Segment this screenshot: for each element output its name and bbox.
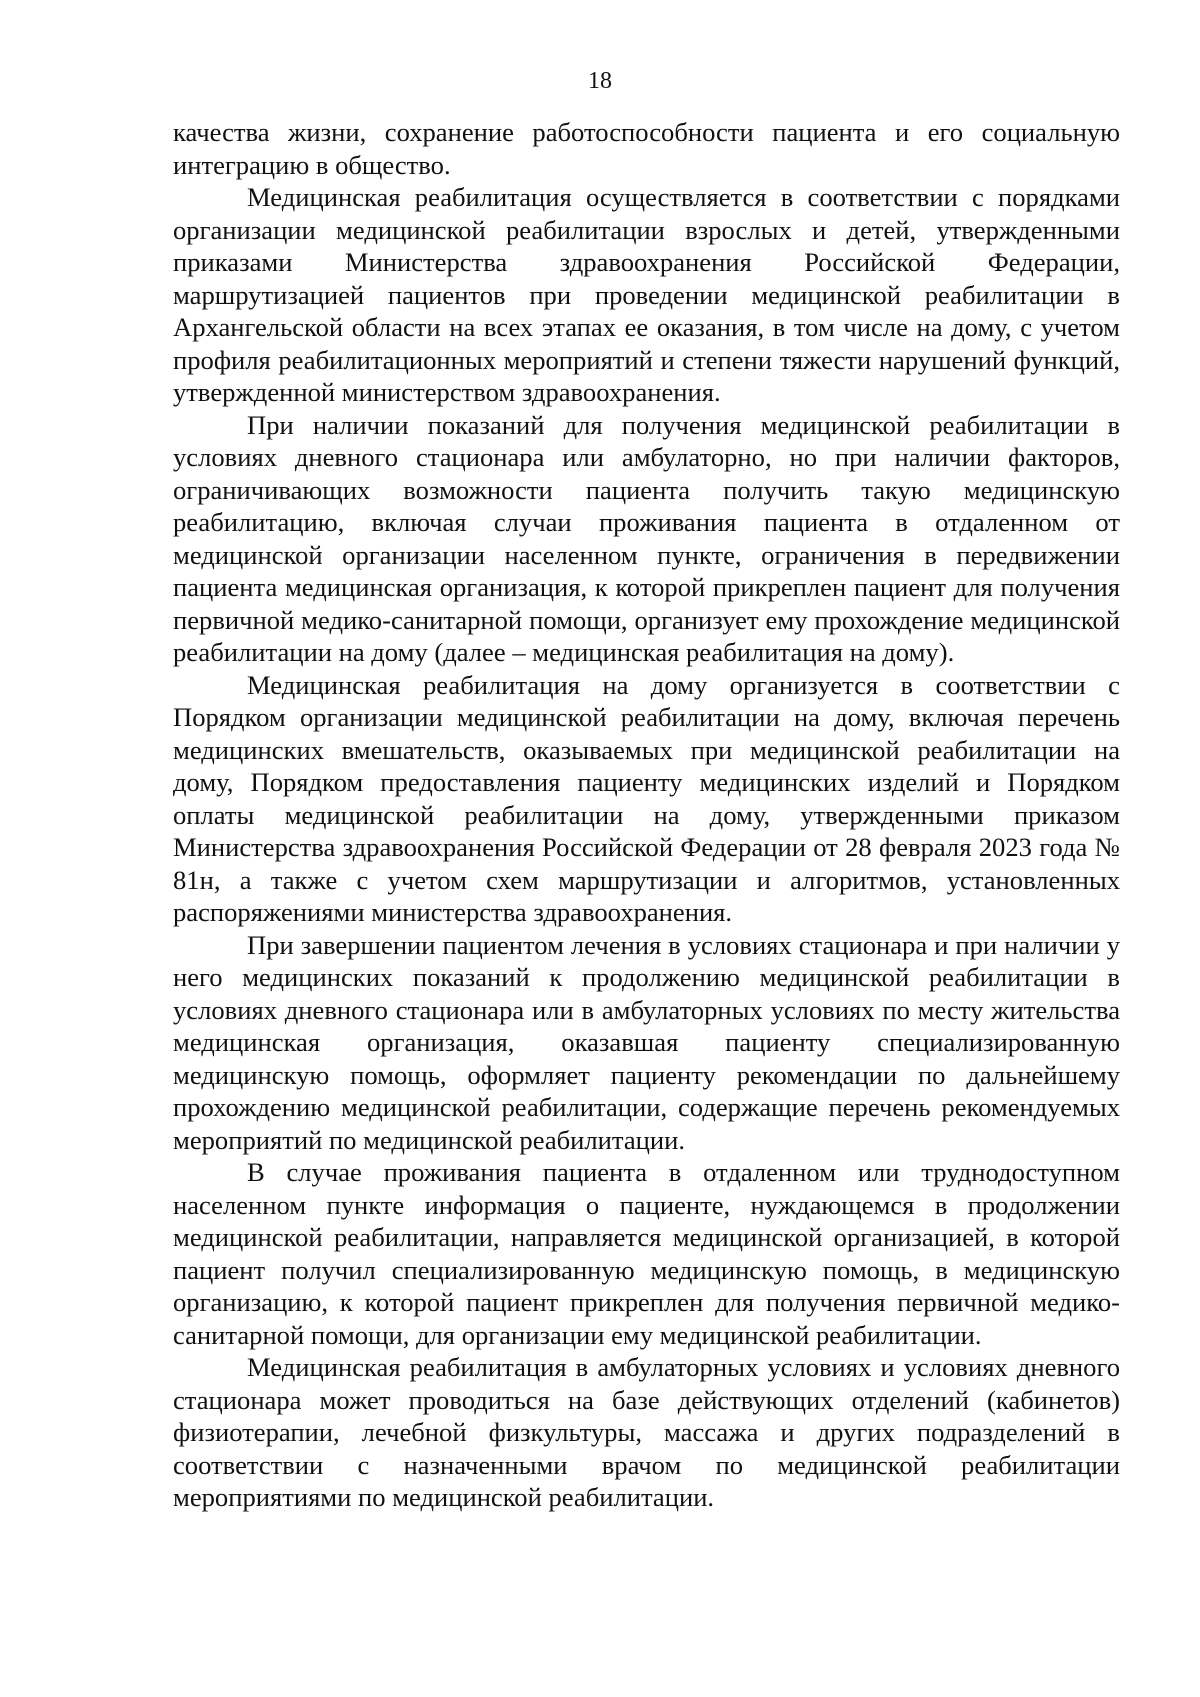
document-body xyxy=(173,116,1120,1514)
paragraph-home-order: Медицинская реабилитация на дому организуется в соответствии с Порядком организации медицинской реабилитации на дому, включая перечень медицинских вмешательств, оказываемых при медицинской реабилитации на дому, Порядком предоставления пациенту медицинских изделий и Порядком оплаты медицинской реабилитации на дому, утвержденными приказом Министерства здравоохранения Российской Федерации от 28 февраля 2023 года № 81н, а также с учетом схем маршрутизации и алгоритмов, установленных распоряжениями министерства здравоохранения. xyxy=(173,669,1120,927)
paragraph-remote: В случае проживания пациента в отдаленном или труднодоступном населенном пункте информация о пациенте, нуждающемся в продолжении медицинской реабилитации, направляется медицинской организацией, в которой пациент получил специализированную медицинскую помощь, в медицинскую организацию, к которой пациент прикреплен для получения первичной медико-санитарной помощи, для организации ему медицинской реабилитации. xyxy=(173,1157,1120,1350)
paragraph-outpatient: Медицинская реабилитация в амбулаторных условиях и условиях дневного стационара может проводиться на базе действующих отделений (кабинетов) физиотерапии, лечебной физкультуры, массажа и других подразделений в соответствии с назначенными врачом по медицинской реабилитации мероприятиями по медицинской реабилитации. xyxy=(173,1352,1120,1512)
paragraph-home-indications: При наличии показаний для получения медицинской реабилитации в условиях дневного стационара или амбулаторно, но при наличии факторов, ограничивающих возможности пациента получить такую медицинскую реабилитацию, включая случаи проживания пациента в отдаленном от медицинской организации населенном пункте, ограничения в передвижении пациента медицинская организация, к которой прикреплен пациент для получения первичной медико-санитарной помощи, организует ему прохождение медицинской реабилитации на дому (далее – медицинская реабилитация на дому). xyxy=(173,409,1120,667)
page-number: 18 xyxy=(588,68,612,94)
paragraph-continuation: качества жизни, сохранение работоспособности пациента и его социальную интеграцию в общество. xyxy=(173,117,1120,180)
paragraph-routing: Медицинская реабилитация осуществляется в соответствии с порядками организации медицинской реабилитации взрослых и детей, утвержденными приказами Министерства здравоохранения Российской Федерации, маршрутизацией пациентов при проведении медицинской реабилитации в Архангельской области на всех этапах ее оказания, в том числе на дому, с учетом профиля реабилитационных мероприятий и степени тяжести нарушений функций, утвержденной министерством здравоохранения. xyxy=(173,182,1120,407)
paragraph-discharge: При завершении пациентом лечения в условиях стационара и при наличии у него медицинских показаний к продолжению медицинской реабилитации в условиях дневного стационара или в амбулаторных условиях по месту жительства медицинская организация, оказавшая пациенту специализированную медицинскую помощь, оформляет пациенту рекомендации по дальнейшему прохождению медицинской реабилитации, содержащие перечень рекомендуемых мероприятий по медицинской реабилитации. xyxy=(173,929,1120,1155)
